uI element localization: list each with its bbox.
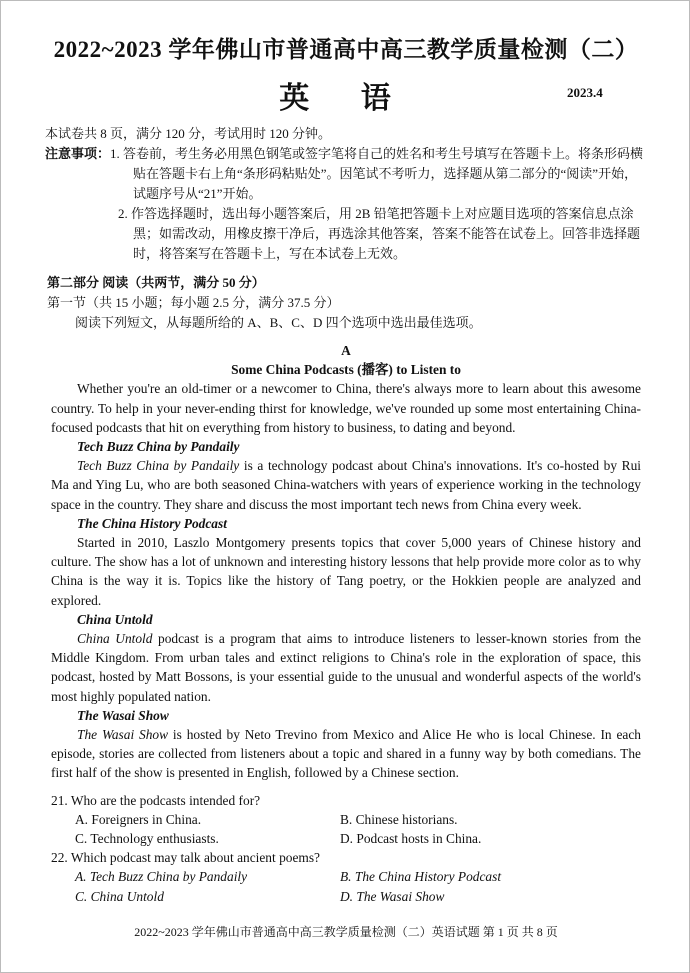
- page-footer: 2022~2023 学年佛山市普通高中高三教学质量检测（二）英语试题 第 1 页 共 8 页: [134, 925, 558, 939]
- question-stem: 21. Who are the podcasts intended for?: [51, 792, 261, 808]
- question-21: [51, 791, 641, 849]
- podcast-text: is a technology podcast about China's innovations. It's co-hosted by Rui Ma and Ying Lu, who are both seasoned China-watchers with years of experience working in the technology space in the country. They share and discuss the most important tech news from China every week.: [51, 458, 641, 512]
- subject-heading: 英 语: [279, 82, 413, 115]
- option-b: B. The China History Podcast: [340, 869, 502, 885]
- exam-title: 2022~2023 学年佛山市普通高中高三教学质量检测（二）: [53, 37, 639, 62]
- podcast-text: Started in 2010, Laszlo Montgomery presents topics that cover 5,000 years of Chinese history and culture. The show has a lot of unknown and interesting history lessons that help provide more color as to why China is the way it is. Topics like the history of Tang poetry, or the Hokkien people are analyzed and explored.: [51, 535, 641, 608]
- podcast-heading: The Wasai Show: [77, 707, 169, 723]
- podcast-paragraph: [51, 629, 641, 706]
- passage-title: Some China Podcasts (播客) to Listen to: [231, 362, 461, 378]
- option-c: C. Technology enthusiasts.: [75, 831, 219, 847]
- option-b: B. Chinese historians.: [340, 811, 458, 827]
- podcast-heading: Tech Buzz China by Pandaily: [77, 439, 240, 455]
- note-item-2: 2. 作答选择题时，选出每小题答案后，用 2B 铅笔把答题卡上对应题目选项的答案信息点涂黑；如需改动，用橡皮擦干净后，再选涂其他答案，答案不能答在试卷上。回答非选择题时，将答案写在答题卡上，写在本试卷上无效。: [118, 206, 641, 261]
- note-item-1-text: 1. 答卷前，考生务必用黑色钢笔或签字笔将自己的姓名和考生号填写在答题卡上。将条形码横贴在答题卡右上角“条形码粘贴处”。因笔试不考听力，选择题从第二部分的“阅读”开始，试题序号从“21”开始。: [110, 146, 644, 201]
- question-22: [51, 848, 641, 906]
- option-a: A. Tech Buzz China by Pandaily: [75, 869, 248, 885]
- podcast-name: China Untold: [77, 631, 153, 647]
- instruction: 阅读下列短文，从每题所给的 A、B、C、D 四个选项中选出最佳选项。: [75, 315, 482, 330]
- podcast-paragraph: [51, 725, 641, 783]
- notes-label: 注意事项：: [45, 146, 111, 161]
- podcast-text: is hosted by Neto Trevino from Mexico and Alice He who is local Chinese. In each episode, stories are collected from listeners about a topic and shared in a funny way by both comedians. The first half of the show is presented in English, followed by a Chinese section.: [51, 727, 642, 781]
- passage-intro: Whether you're an old-timer or a newcomer to China, there's always more to learn about this awesome country. To help in your never-ending thirst for knowledge, we've rounded up some most entertaining China-focused podcasts that hit on everything from history to business, to dating and beyond.: [51, 381, 641, 435]
- podcast-text: podcast is a program that aims to introduce listeners to lesser-known stories from the Middle Kingdom. From urban tales and extinct religions to China's role in the exploration of space, this podcast, hosted by Matt Bossons, is your essential guide to the unusual and wonderful aspects of the world's most highly populated nation.: [51, 631, 641, 704]
- exam-date: 2023.4: [567, 85, 603, 100]
- podcast-paragraph: [51, 456, 641, 514]
- section-header: [47, 273, 647, 333]
- option-d: D. Podcast hosts in China.: [340, 831, 482, 847]
- passage-a: [51, 341, 641, 906]
- question-stem: 22. Which podcast may talk about ancient poems?: [51, 850, 320, 866]
- subsection-title: 第一节（共 15 小题；每小题 2.5 分，满分 37.5 分）: [47, 295, 340, 310]
- podcast-name: The Wasai Show: [77, 727, 169, 743]
- option-c: C. China Untold: [75, 888, 164, 904]
- option-a: A. Foreigners in China.: [75, 811, 202, 827]
- option-d: D. The Wasai Show: [340, 888, 445, 904]
- podcast-heading: The China History Podcast: [77, 515, 227, 531]
- exam-intro: 本试卷共 8 页，满分 120 分，考试用时 120 分钟。: [45, 126, 332, 141]
- podcast-heading: China Untold: [77, 611, 153, 627]
- passage-letter: A: [341, 343, 351, 358]
- exam-notes: [45, 124, 645, 264]
- podcast-paragraph: [51, 533, 641, 610]
- part-title: 第二部分 阅读（共两节，满分 50 分）: [47, 275, 265, 290]
- note-item-1: [45, 144, 645, 204]
- podcast-name: Tech Buzz China by Pandaily: [77, 458, 240, 474]
